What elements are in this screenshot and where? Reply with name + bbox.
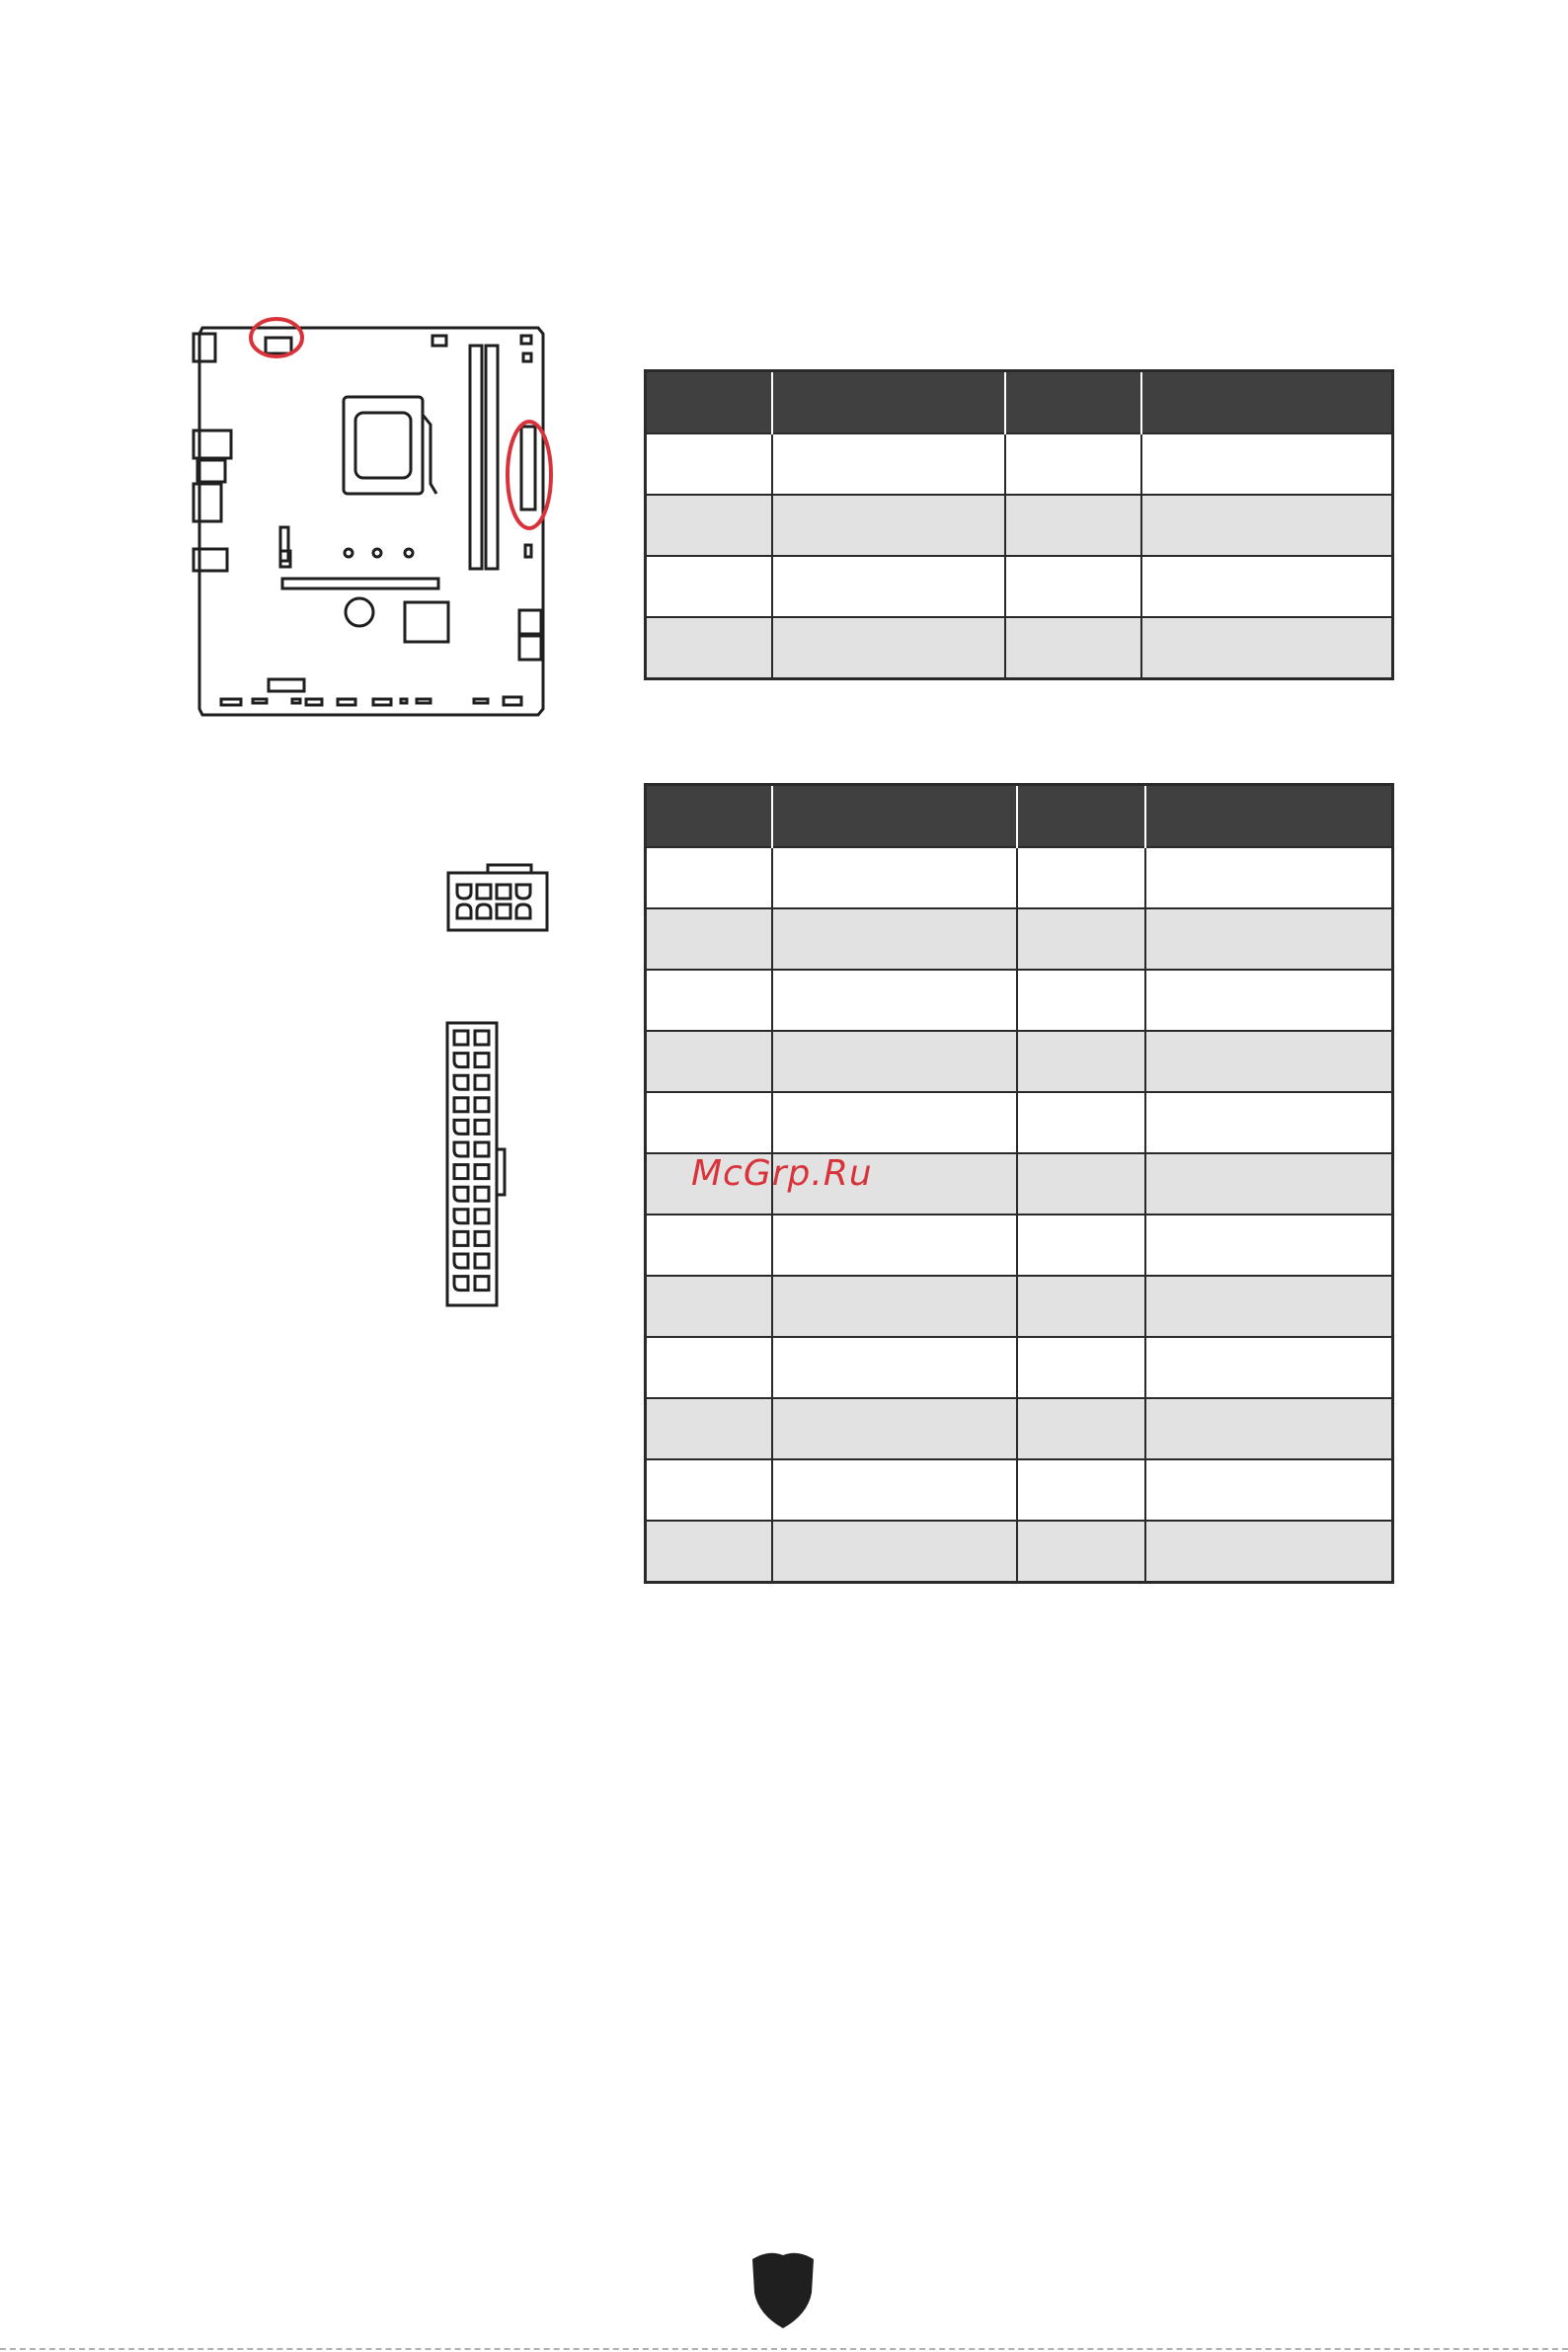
table-cell xyxy=(772,847,1017,908)
table-cell xyxy=(772,556,1005,617)
header-cell xyxy=(772,371,1005,434)
table-cell xyxy=(1145,847,1393,908)
table-cell xyxy=(1141,556,1393,617)
highlight-markers xyxy=(251,319,551,528)
table-cell xyxy=(772,1215,1017,1276)
motherboard-diagram xyxy=(158,296,553,721)
dragon-shield-logo-icon xyxy=(748,2249,818,2330)
connector-pin xyxy=(454,1254,468,1268)
table-cell xyxy=(1145,1337,1393,1398)
table-row xyxy=(646,970,1393,1031)
table-cell xyxy=(1141,617,1393,679)
table-cell xyxy=(1017,847,1145,908)
cpu-power-pin-table xyxy=(644,369,1394,680)
header-cell xyxy=(1005,371,1141,434)
table-cell xyxy=(646,1092,772,1153)
table-cell xyxy=(772,1031,1017,1092)
table-cell xyxy=(772,1398,1017,1459)
table-cell xyxy=(1005,433,1141,495)
table-cell xyxy=(1017,970,1145,1031)
connector-pin xyxy=(475,1254,489,1268)
table-cell xyxy=(1145,908,1393,970)
table-cell xyxy=(1017,908,1145,970)
table-cell xyxy=(772,433,1005,495)
table-row xyxy=(646,1398,1393,1459)
table-cell xyxy=(646,617,772,679)
header-cell xyxy=(1017,785,1145,848)
connector-pin xyxy=(454,1231,468,1245)
connector-pin xyxy=(454,1277,468,1291)
connector-pin xyxy=(454,1075,468,1089)
connector-pin xyxy=(475,1231,489,1245)
cpu-power-connector-icon xyxy=(434,859,553,938)
connector-pin xyxy=(475,1165,489,1179)
table-cell xyxy=(772,617,1005,679)
table-cell xyxy=(772,495,1005,556)
connector-pin xyxy=(454,1142,468,1156)
table-row xyxy=(646,1031,1393,1092)
table-row xyxy=(646,908,1393,970)
atx-power-connector-icon xyxy=(439,1017,509,1313)
table-cell xyxy=(646,1459,772,1521)
table-cell xyxy=(646,495,772,556)
connector-pin xyxy=(475,1187,489,1201)
table-cell xyxy=(1145,1398,1393,1459)
table-row xyxy=(646,617,1393,679)
table-cell xyxy=(646,1398,772,1459)
header-cell xyxy=(1141,371,1393,434)
connector-pin xyxy=(475,1277,489,1291)
connector-pin xyxy=(475,1098,489,1112)
table-cell xyxy=(772,908,1017,970)
table-cell xyxy=(1017,1521,1145,1583)
table-cell xyxy=(1017,1092,1145,1153)
table-cell xyxy=(1017,1337,1145,1398)
table-cell xyxy=(1005,617,1141,679)
table-row xyxy=(646,433,1393,495)
table-cell xyxy=(1017,1459,1145,1521)
table-cell xyxy=(646,1031,772,1092)
connector-pin xyxy=(454,1054,468,1067)
table-header-row xyxy=(646,785,1393,848)
header-cell xyxy=(646,371,772,434)
connector-pin xyxy=(454,1098,468,1112)
table-cell xyxy=(1017,1031,1145,1092)
table-cell xyxy=(646,1337,772,1398)
table-cell xyxy=(646,556,772,617)
table-header-row xyxy=(646,371,1393,434)
connector-pin xyxy=(454,1210,468,1223)
table-cell xyxy=(646,970,772,1031)
table-cell xyxy=(1005,556,1141,617)
table-cell xyxy=(1017,1276,1145,1337)
table-cell xyxy=(646,908,772,970)
table-cell xyxy=(1145,1276,1393,1337)
table-cell xyxy=(772,970,1017,1031)
table-cell xyxy=(1005,495,1141,556)
table-cell xyxy=(646,1521,772,1583)
header-cell xyxy=(1145,785,1393,848)
header-cell xyxy=(646,785,772,848)
table-cell xyxy=(1145,1521,1393,1583)
table-cell xyxy=(1145,970,1393,1031)
connector-pin xyxy=(454,1031,468,1045)
table-row xyxy=(646,847,1393,908)
connector-pin xyxy=(475,1120,489,1134)
table-cell xyxy=(646,433,772,495)
connector-pin xyxy=(475,1075,489,1089)
table-cell xyxy=(646,1276,772,1337)
table-row xyxy=(646,1459,1393,1521)
table-row xyxy=(646,1521,1393,1583)
table-cell xyxy=(1145,1459,1393,1521)
connector-pin xyxy=(454,1187,468,1201)
table-cell xyxy=(1017,1398,1145,1459)
table-cell xyxy=(772,1276,1017,1337)
connector-pin xyxy=(454,1165,468,1179)
table-cell xyxy=(646,847,772,908)
connector-pin xyxy=(475,1210,489,1223)
table-cell xyxy=(1141,433,1393,495)
table-cell xyxy=(646,1215,772,1276)
table-row xyxy=(646,1276,1393,1337)
table-cell xyxy=(1145,1092,1393,1153)
table-row xyxy=(646,556,1393,617)
table-cell xyxy=(1141,495,1393,556)
connector-pin xyxy=(454,1120,468,1134)
table-cell xyxy=(1017,1215,1145,1276)
table-cell xyxy=(1145,1031,1393,1092)
table-cell xyxy=(772,1459,1017,1521)
page-footer-divider xyxy=(0,2348,1568,2350)
table-cell xyxy=(772,1092,1017,1153)
table-cell xyxy=(1017,1153,1145,1215)
connector-pin xyxy=(475,1142,489,1156)
table-cell xyxy=(1145,1153,1393,1215)
table-row xyxy=(646,1092,1393,1153)
watermark-text: McGrp.Ru xyxy=(691,1153,873,1194)
table-row xyxy=(646,1337,1393,1398)
connector-pin xyxy=(475,1031,489,1045)
table-row xyxy=(646,1215,1393,1276)
table-cell xyxy=(772,1337,1017,1398)
connector-pin xyxy=(475,1054,489,1067)
table-cell xyxy=(1145,1215,1393,1276)
header-cell xyxy=(772,785,1017,848)
table-row xyxy=(646,495,1393,556)
table-cell xyxy=(772,1521,1017,1583)
